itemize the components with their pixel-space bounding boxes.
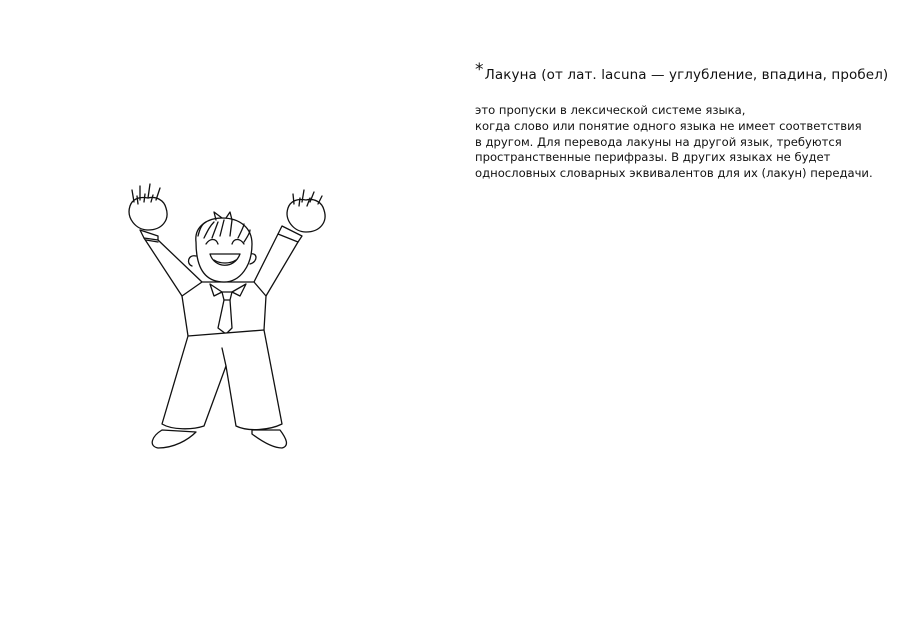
note-line: когда слово или понятие одного языка не имеет соответствия [475, 118, 862, 133]
right-fist [287, 190, 325, 232]
cheering-boy-illustration [118, 178, 340, 456]
shoes [152, 430, 286, 448]
note-body [475, 103, 875, 182]
head [189, 212, 256, 282]
note-line: это пропуски в лексической системе языка, [475, 103, 746, 117]
definition-note [475, 60, 889, 182]
note-title-row [475, 60, 889, 84]
left-fist [129, 184, 167, 230]
note-title: Лакуна (от лат. lacuna — углубление, впадина, пробел) [484, 67, 889, 83]
pants [162, 330, 282, 430]
note-line: однословных словарных эквивалентов для их (лакун) передачи. [475, 166, 873, 181]
footnote-asterisk: * [475, 60, 484, 80]
note-line: в другом. Для перевода лакуны на другой язык, требуются [475, 134, 842, 149]
shirt [182, 282, 266, 337]
right-arm [254, 226, 302, 296]
note-line: пространственные перифразы. В других языках не будет [475, 150, 831, 165]
